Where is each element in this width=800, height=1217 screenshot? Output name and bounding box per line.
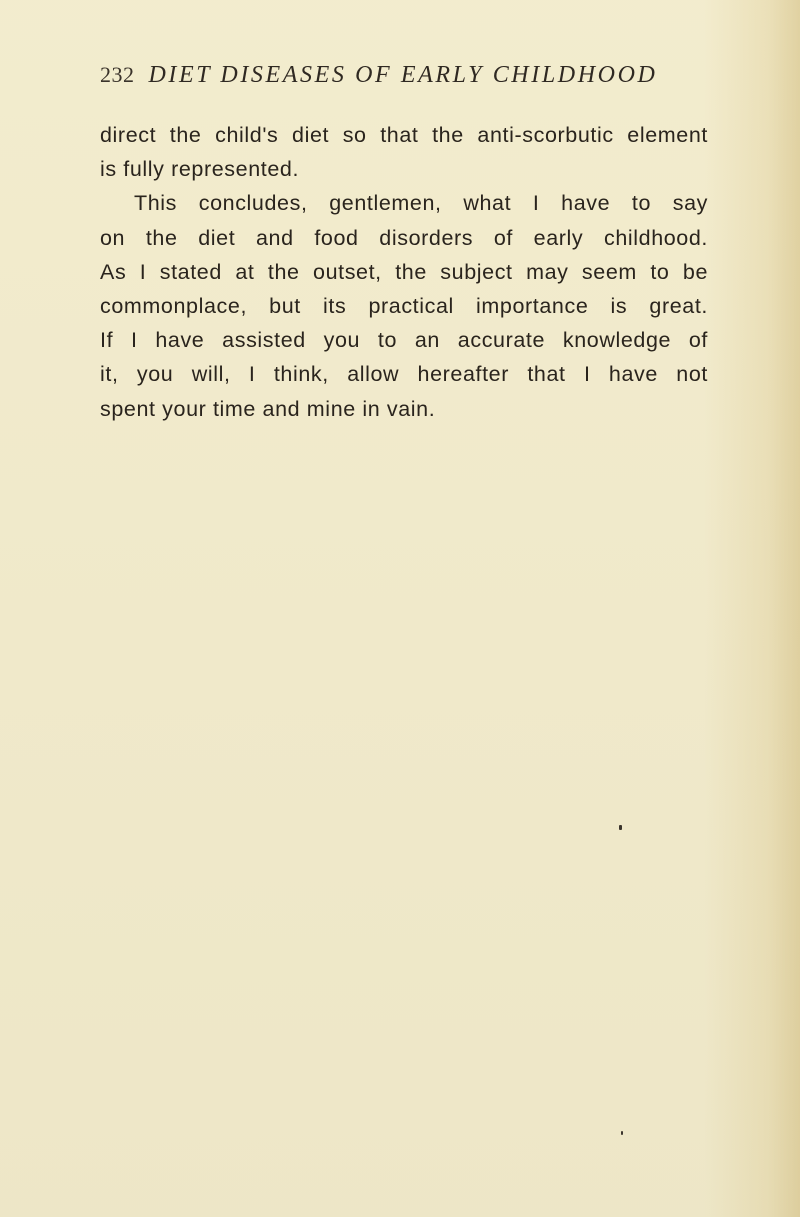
- text-line: As I stated at the outset, the subject may seem to be: [100, 259, 708, 284]
- text-line: If I have assisted you to an accurate knowledge of: [100, 328, 708, 353]
- text-line: it, you will, I think, allow hereafter that I have not: [100, 362, 708, 387]
- page-number: 232: [100, 62, 135, 87]
- running-title: DIET DISEASES OF EARLY CHILDHOOD: [148, 62, 658, 88]
- text-line: is fully represented.: [100, 157, 300, 182]
- text-line: commonplace, but its practical importance is great.: [100, 293, 708, 318]
- body-text: [100, 118, 708, 426]
- text-line: This concludes, gentlemen, what I have to say: [134, 191, 708, 216]
- paper-speck: [619, 825, 622, 830]
- text-line: spent your time and mine in vain.: [100, 396, 436, 421]
- page-header: [100, 62, 710, 98]
- paper-speck: [621, 1131, 623, 1135]
- text-line: direct the child's diet so that the anti-scorbutic element: [100, 123, 708, 147]
- text-line: on the diet and food disorders of early childhood.: [100, 225, 708, 250]
